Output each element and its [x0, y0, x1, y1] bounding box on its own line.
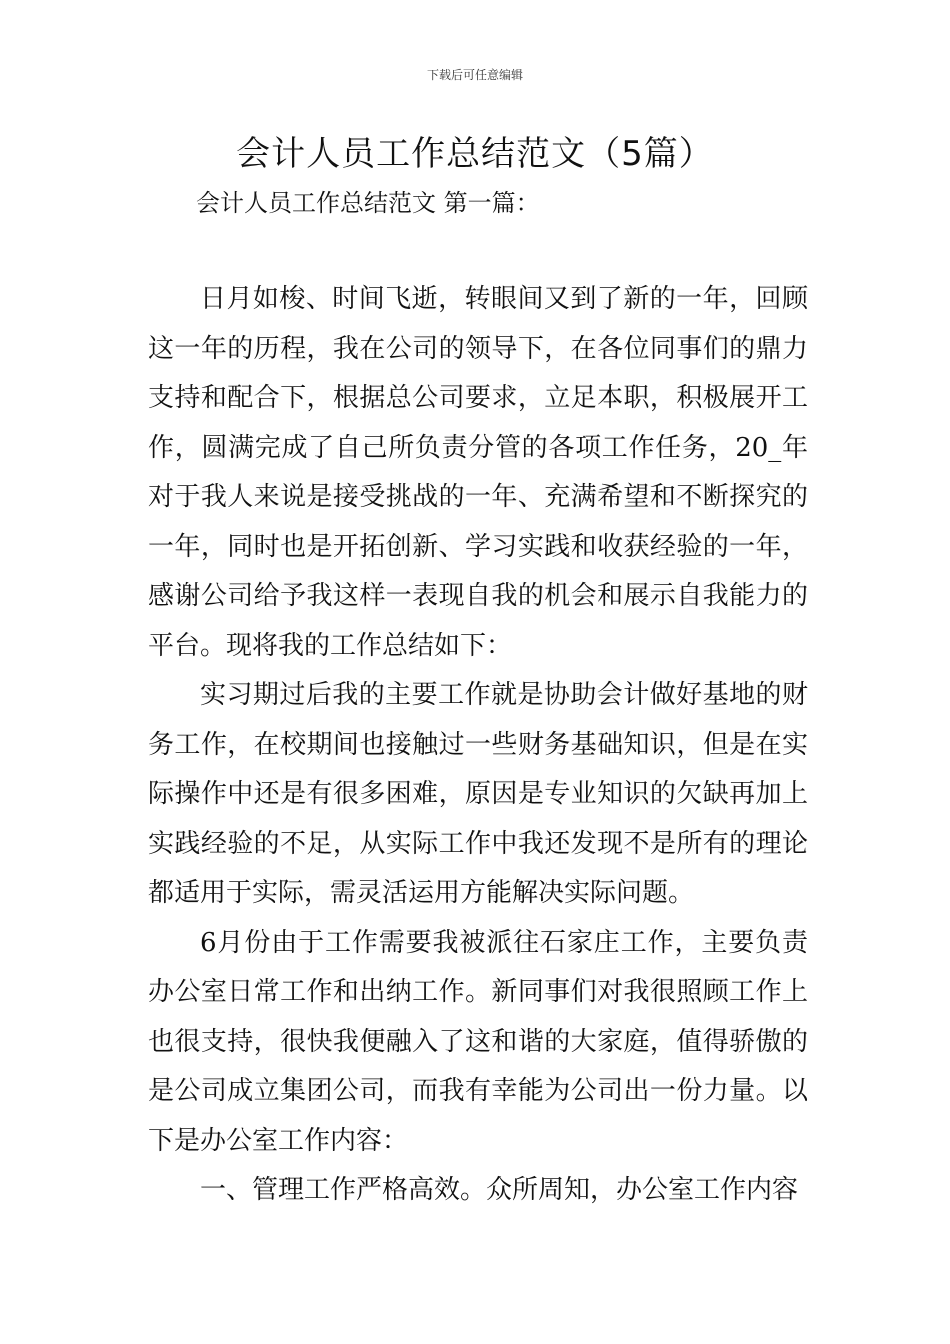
document-body [148, 275, 808, 1216]
section-subtitle: 会计人员工作总结范文 第一篇： [196, 189, 540, 217]
paragraph-3: 6月份由于工作需要我被派往石家庄工作，主要负责办公室日常工作和出纳工作。新同事们对我很照顾工作上也很支持，很快我便融入了这和谐的大家庭，值得骄傲的是公司成立集团公司，而我有幸能为公司出一份力量。以下是办公室工作内容： [148, 927, 808, 1156]
document-title: 会计人员工作总结范文（5篇） [236, 134, 714, 174]
paragraph-4: 一、管理工作严格高效。众所周知，办公室工作内容 [200, 1175, 799, 1205]
paragraph-1: 日月如梭、时间飞逝，转眼间又到了新的一年，回顾这一年的历程，我在公司的领导下，在各位同事们的鼎力支持和配合下，根据总公司要求，立足本职，积极展开工作，圆满完成了自己所负责分管的各项工作任务，20_年对于我人来说是接受挑战的一年、充满希望和不断探究的一年，同时也是开拓创新、学习实践和收获经验的一年，感谢公司给予我这样一表现自我的机会和展示自我能力的平台。现将我的工作总结如下： [148, 284, 808, 661]
header-note: 下载后可任意编辑 [426, 68, 523, 82]
paragraph-2: 实习期过后我的主要工作就是协助会计做好基地的财务工作，在校期间也接触过一些财务基础知识，但是在实际操作中还是有很多困难，原因是专业知识的欠缺再加上实践经验的不足，从实际工作中我还发现不是所有的理论都适用于实际，需灵活运用方能解决实际问题。 [148, 680, 808, 908]
